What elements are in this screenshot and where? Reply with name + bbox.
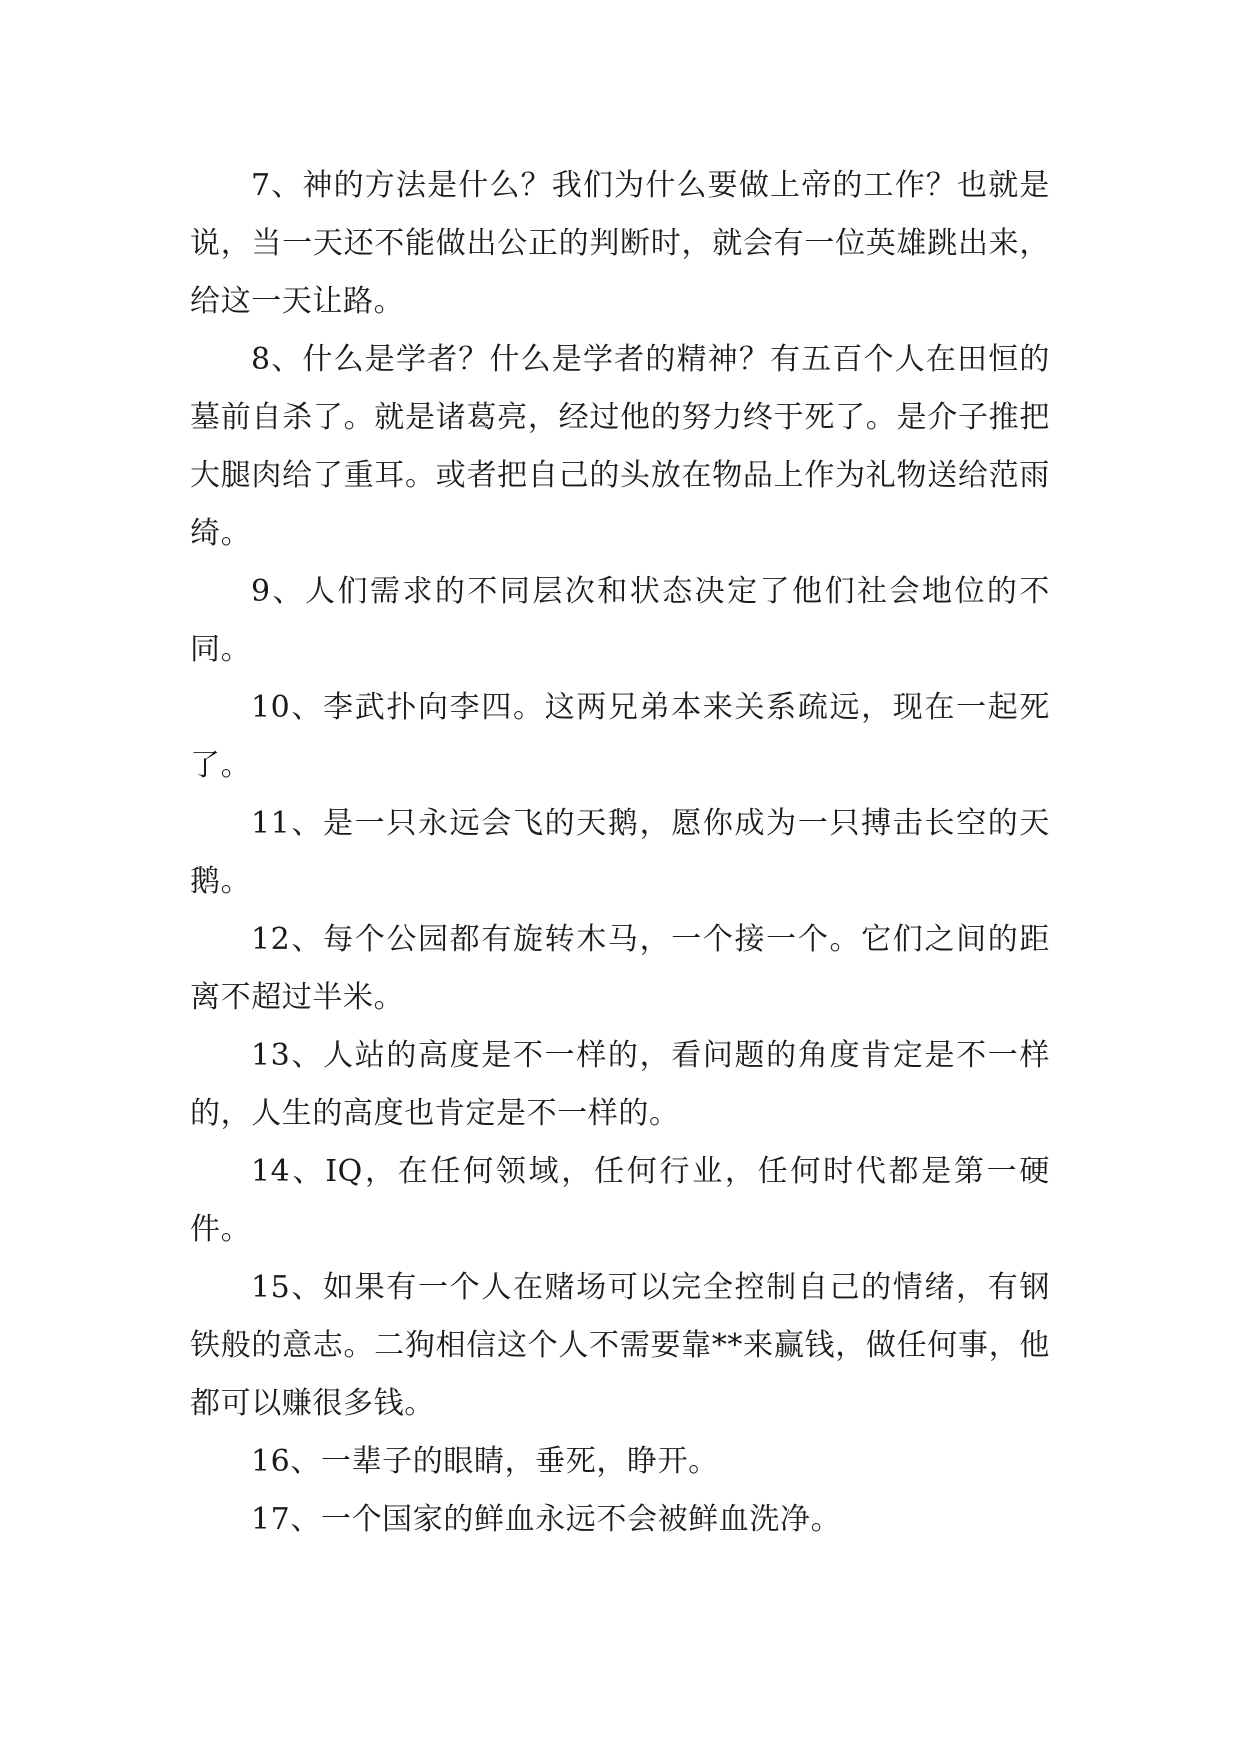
paragraph-9: 9、人们需求的不同层次和状态决定了他们社会地位的不同。 xyxy=(190,574,1050,667)
paragraph-8: 8、什么是学者？什么是学者的精神？有五百个人在田恒的墓前自杀了。就是诸葛亮，经过他的努力终于死了。是介子推把大腿肉给了重耳。或者把自己的头放在物品上作为礼物送给范雨绮。 xyxy=(190,342,1050,551)
document-page xyxy=(190,157,1050,1549)
paragraph-17: 17、一个国家的鲜血永远不会被鲜血洗净。 xyxy=(251,1502,842,1537)
paragraph-11: 11、是一只永远会飞的天鹅，愿你成为一只搏击长空的天鹅。 xyxy=(190,806,1050,899)
paragraph-14: 14、IQ，在任何领域，任何行业，任何时代都是第一硬件。 xyxy=(190,1154,1050,1247)
paragraph-16: 16、一辈子的眼睛，垂死，睁开。 xyxy=(251,1444,719,1479)
paragraph-10: 10、李武扑向李四。这两兄弟本来关系疏远，现在一起死了。 xyxy=(190,690,1050,783)
paragraph-15: 15、如果有一个人在赌场可以完全控制自己的情绪，有钢铁般的意志。二狗相信这个人不需要靠**来赢钱，做任何事，他都可以赚很多钱。 xyxy=(190,1270,1050,1421)
paragraph-13: 13、人站的高度是不一样的，看问题的角度肯定是不一样的，人生的高度也肯定是不一样的。 xyxy=(190,1038,1050,1131)
paragraph-7: 7、神的方法是什么？我们为什么要做上帝的工作？也就是说，当一天还不能做出公正的判断时，就会有一位英雄跳出来，给这一天让路。 xyxy=(190,168,1050,319)
paragraph-12: 12、每个公园都有旋转木马，一个接一个。它们之间的距离不超过半米。 xyxy=(190,922,1050,1015)
